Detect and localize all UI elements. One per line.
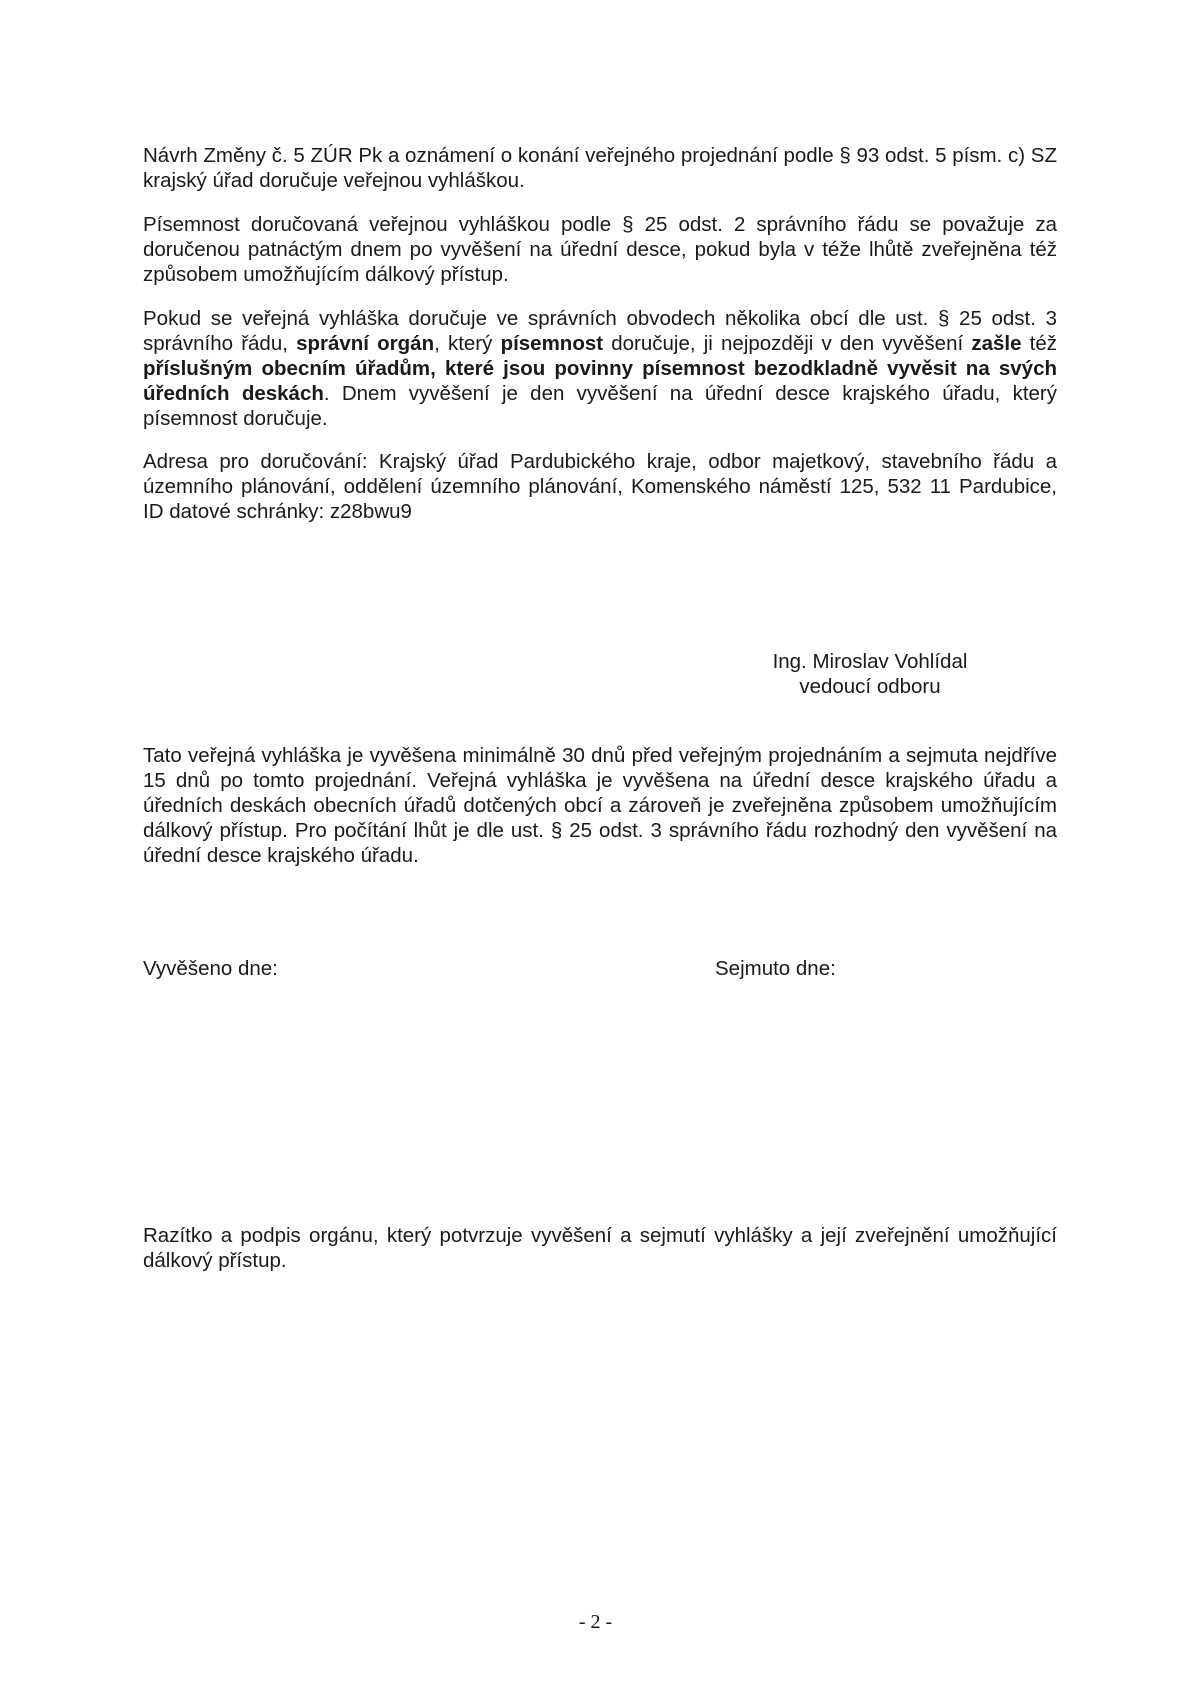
posted-date-label: Vyvěšeno dne:	[143, 957, 278, 980]
p3-text-4: též	[1021, 332, 1058, 355]
p3-text-2: , který	[434, 332, 501, 355]
p3-bold-sends: zašle	[971, 332, 1022, 355]
signature-block	[760, 649, 980, 699]
paragraph-stamp-signature: Razítko a podpis orgánu, který potvrzuje vyvěšení a sejmutí vyhlášky a její zveřejnění umožňující dálkový přístup.	[143, 1224, 1057, 1272]
p3-bold-document: písemnost	[500, 332, 604, 355]
p3-bold-authority: správní orgán	[296, 332, 435, 355]
p3-bold-obligation: příslušným obecním úřadům, které jsou povinny písemnost bezodkladně vyvěsit na svých úředních deskách	[143, 357, 1057, 405]
signatory-role: vedoucí odboru	[799, 675, 941, 698]
paragraph-multiple-municipalities	[143, 306, 1057, 431]
paragraph-delivery-address: Adresa pro doručování: Krajský úřad Pardubického kraje, odbor majetkový, stavebního řádu a územního plánování, oddělení územního plánování, Komenského náměstí 125, 532 11 Pardubice, ID datové schránky: z28bwu9	[143, 450, 1057, 523]
removed-date-label: Sejmuto dne:	[715, 957, 836, 980]
paragraph-posting-notice: Tato veřejná vyhláška je vyvěšena minimálně 30 dnů před veřejným projednáním a sejmuta nejdříve 15 dnů po tomto projednání. Veřejná vyhláška je vyvěšena na úřední desce krajského úřadu a úředních deskách obecních úřadů dotčených obcí a zároveň je zveřejněna způsobem umožňujícím dálkový přístup. Pro počítání lhůt je dle ust. § 25 odst. 3 správního řádu rozhodný den vyvěšení na úřední desce krajského úřadu.	[143, 744, 1057, 867]
paragraph-delivery-method: Návrh Změny č. 5 ZÚR Pk a oznámení o konání veřejného projednání podle § 93 odst. 5 písm. c) SZ krajský úřad doručuje veřejnou vyhláškou.	[143, 144, 1057, 192]
signatory-name: Ing. Miroslav Vohlídal	[772, 650, 968, 673]
p3-text-1: Pokud se veřejná vyhláška doručuje ve správních obvodech několika obcí dle ust. § 25 odst. 3 správního řádu,	[143, 307, 1057, 355]
paragraph-delivery-rule: Písemnost doručovaná veřejnou vyhláškou podle § 25 odst. 2 správního řádu se považuje za doručenou patnáctým dnem po vyvěšení na úřední desce, pokud byla v téže lhůtě zveřejněna též způsobem umožňujícím dálkový přístup.	[143, 213, 1057, 286]
p3-text-5: . Dnem vyvěšení je den vyvěšení na úřední desce krajského úřadu, který písemnost doručuje.	[143, 382, 1058, 430]
p3-text-3: doručuje, ji nejpozději v den vyvěšení	[603, 332, 972, 355]
page-number: - 2 -	[578, 1611, 613, 1633]
